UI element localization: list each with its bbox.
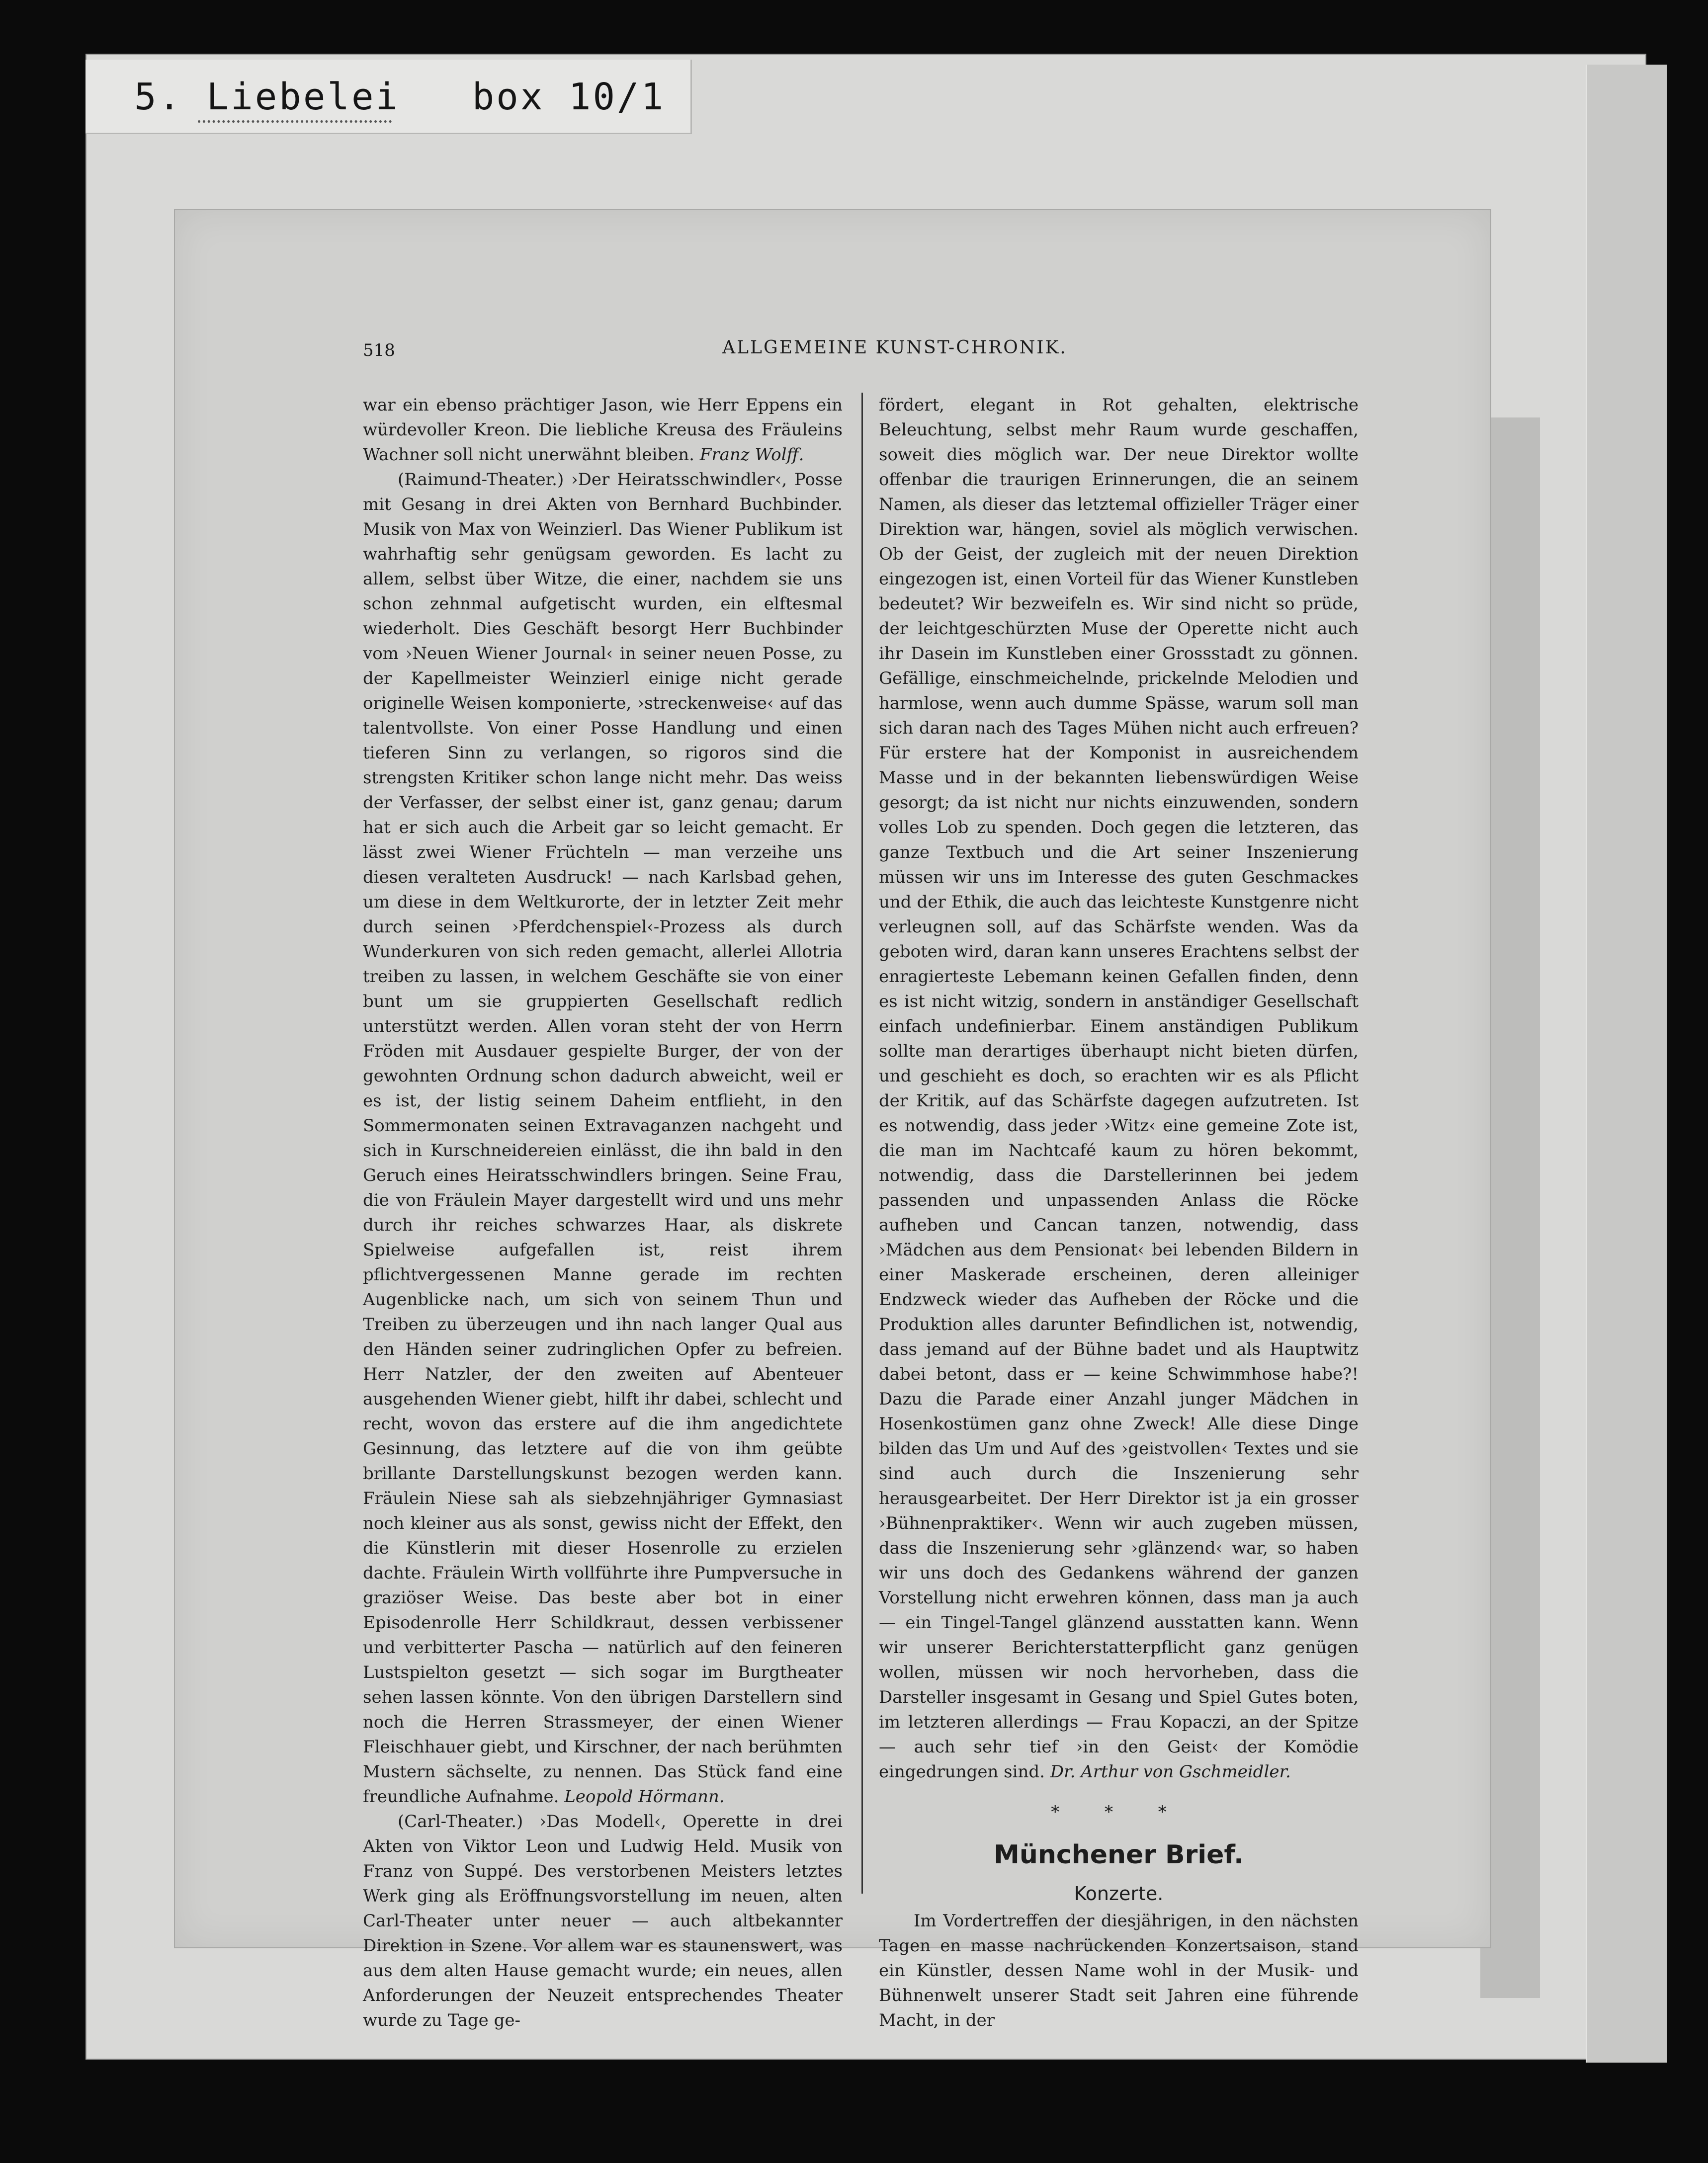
left-column <box>363 393 843 2030</box>
right-paragraph-1 <box>879 393 1359 1784</box>
right-paragraph-2: Im Vordertreffen der diesjährigen, in den nächsten Tagen en masse nachrückenden Konzertsaison, stand ein Künstler, dessen Name wohl in der Musik- und Bühnenwelt unserer Stadt seit Jahren eine führende Macht, in der <box>879 1911 1359 2030</box>
section-title: Münchener Brief. <box>994 1840 1244 1870</box>
signature-wolff: Franz Wolff. <box>699 445 804 465</box>
right-paragraph-1-text: fördert, elegant in Rot gehalten, elektrische Beleuchtung, selbst mehr Raum wurde geschaffen, soweit dies möglich war. Der neue Direktor wollte offenbar die traurigen Erinnerungen, die an seinem Namen, als dieser das letztemal offizieller Träger einer Direktion war, hängen, soviel als möglich verwischen. Ob der Geist, der zugleich mit der neuen Direktion eingezogen ist, einen Vorteil für das Wiener Kunstleben bedeutet? Wir bezweifeln es. Wir sind nicht so prüde, der leichtgeschürzten Muse der Operette nicht auch ihr Dasein im Kunstleben einer Grossstadt zu gönnen. Gefällige, einschmeichelnde, prickelnde Melodien und harmlose, wenn auch dumme Spässe, warum soll man sich daran nach des Tages Mühen nicht auch erfreuen? Für erstere hat der Komponist in ausreichendem Masse und in der bekannten liebenswürdigen Weise gesorgt; da ist nicht nur nichts einzuwenden, sondern volles Lob zu spenden. Doch gegen die letzteren, das ganze Textbuch und die Art seiner Inszenierung müssen wir uns im Interesse des guten Geschmackes und der Ethik, die auch das leichteste Kunstgenre nicht verleugnen soll, auf das Schärfste wenden. Was da geboten wird, daran kann unseres Erachtens selbst der enragierteste Lebemann keinen Gefallen finden, denn es ist nicht witzig, sondern in anständiger Gesellschaft einfach undefinierbar. Einem anständigen Publikum sollte man derartiges überhaupt nicht bieten dürfen, und geschieht es doch, so erachten wir es als Pflicht der Kritik, auf das Schärfste dagegen aufzutreten. Ist es notwendig, dass jeder ›Witz‹ eine gemeine Zote ist, die man im Nachtcafé kaum zu hören bekommt, notwendig, dass die Darstellerinnen bei jedem passenden und unpassenden Anlass die Röcke aufheben und Cancan tanzen, notwendig, dass ›Mädchen aus dem Pensionat‹ bei lebenden Bildern in einer Maskerade erscheinen, deren alleiniger Endzweck wieder das Aufheben der Röcke und die Produktion alles darunter Befindlichen ist, notwendig, dass jemand auf der Bühne badet und als Hauptwitz dabei betont, dass er — keine Schwimmhose habe?! Dazu die Parade einer Anzahl junger Mädchen in Hosenkostümen ganz ohne Zweck! Alle diese Dinge bilden das Um und Auf des ›geistvollen‹ Textes und sie sind auch durch die Inszenierung sehr herausgearbeitet. Der Herr Direktor ist ja ein grosser ›Bühnenpraktiker‹. Wenn wir auch zugeben müssen, dass die Inszenierung sehr ›glänzend‹ war, so haben wir uns doch des Gedankens während der ganzen Vorstellung nicht erwehren können, dass man ja auch — ein Tingel-Tangel glänzend ausstatten kann. Wenn wir unserer Berichterstatterpflicht ganz genügen wollen, müssen wir noch hervorheben, dass die Darsteller insgesamt in Gesang und Spiel Gutes boten, im letzteren allerdings — Frau Kopaczi, an der Spitze — auch sehr tief ›in den Geist‹ der Komödie eingedrungen sind. <box>879 395 1359 1782</box>
left-paragraph-2 <box>363 467 843 1809</box>
section-subtitle: Konzerte. <box>1074 1883 1164 1905</box>
archive-label-text: 5. Liebelei box 10/1 <box>134 76 666 118</box>
mount-edge-strip <box>1586 65 1667 2063</box>
signature-gschmeidler: Dr. Arthur von Gschmeidler. <box>1050 1762 1291 1782</box>
right-column <box>879 393 1359 2030</box>
left-paragraph-1-text: war ein ebenso prächtiger Jason, wie Herr Eppens ein würdevoller Kreon. Die liebliche Kreusa des Fräuleins Wachner soll nicht unerwähnt bleiben. <box>363 395 843 465</box>
label-underline <box>198 120 392 123</box>
left-paragraph-3: (Carl-Theater.) ›Das Modell‹, Operette in drei Akten von Viktor Leon und Ludwig Held. Musik von Franz von Suppé. Des verstorbenen Meisters letztes Werk ging als Eröffnungsvorstellung im neuen, alten Carl-Theater unter neuer — auch altbekannter Direktion in Szene. Vor allem war es staunenswert, was aus dem alten Hause gemacht wurde; ein neues, allen Anforderungen der Neuzeit entsprechendes Theater wurde zu Tage ge- <box>363 1812 843 2030</box>
signature-hoermann: Leopold Hörmann. <box>564 1787 725 1807</box>
running-head: ALLGEMEINE KUNST-CHRONIK. <box>722 337 1067 358</box>
section-separator-stars: * * * <box>1051 1802 1187 1822</box>
left-paragraph-2-text: (Raimund-Theater.) ›Der Heiratsschwindler‹, Posse mit Gesang in drei Akten von Bernhard Buchbinder. Musik von Max von Weinzierl. Das Wiener Publikum ist wahrhaftig sehr genügsam geworden. Es lacht zu allem, selbst über Witze, die einer, nachdem sie uns schon zehnmal aufgetischt wurden, ein elftesmal wiederholt. Dies Geschäft besorgt Herr Buchbinder vom ›Neuen Wiener Journal‹ in seiner neuen Posse, zu der Kapellmeister Weinzierl einige nicht gerade originelle Weisen komponierte, ›streckenweise‹ auf das talentvollste. Von einer Posse Handlung und einen tieferen Sinn zu verlangen, so rigoros sind die strengsten Kritiker schon lange nicht mehr. Das weiss der Verfasser, der selbst einer ist, ganz genau; darum hat er sich auch die Arbeit gar so leicht gemacht. Er lässt zwei Wiener Früchteln — man verzeihe uns diesen veralteten Ausdruck! — nach Karlsbad gehen, um diese in dem Weltkurorte, der in letzter Zeit mehr durch seinen ›Pferdchenspiel‹-Prozess als durch Wunderkuren von sich reden gemacht, allerlei Allotria treiben zu lassen, in welchem Geschäfte sie von einer bunt um sie gruppierten Gesellschaft redlich unterstützt werden. Allen voran steht der von Herrn Fröden mit Ausdauer gespielte Burger, der von der gewohnten Ordnung schon dadurch abweicht, weil er es ist, der listig seinem Daheim entflieht, in den Sommermonaten seinen Extravaganzen nachgeht und sich in Kurschneidereien einlässt, die ihn bald in den Geruch eines Heiratsschwindlers bringen. Seine Frau, die von Fräulein Mayer dargestellt wird und uns mehr durch ihr reiches schwarzes Haar, als diskrete Spielweise aufgefallen ist, reist ihrem pflichtvergessenen Manne gerade im rechten Augenblicke nach, um sich von seinem Thun und Treiben zu überzeugen und ihn nach langer Qual aus den Händen seiner zudringlichen Opfer zu befreien. Herr Natzler, der den zweiten auf Abenteuer ausgehenden Wiener giebt, hilft ihr dabei, schlecht und recht, wovon das erstere auf die ihm angedichtete Gesinnung, das letztere auf die von ihm geübte brillante Darstellungskunst bezogen werden kann. Fräulein Niese sah als siebzehnjähriger Gymnasiast noch kleiner aus als sonst, gewiss nicht der Effekt, den die Künstlerin mit dieser Hosenrolle zu erzielen dachte. Fräulein Wirth vollführte ihre Pumpversuche in graziöser Weise. Das beste aber bot in einer Episodenrolle Herr Schildkraut, dessen verbissener und verbitterter Pascha — natürlich auf den feineren Lustspielton gesetzt — sich sogar im Burgtheater sehen lassen könnte. Von den übrigen Darstellern sind noch die Herren Strassmeyer, der einen Wiener Fleischhauer giebt, und Kirschner, der nach berühmten Mustern sächselte, zu nennen. Das Stück fand eine freundliche Aufnahme. <box>363 470 843 1807</box>
left-paragraph-1 <box>363 393 843 467</box>
column-rule <box>861 393 863 1894</box>
page-number: 518 <box>363 340 395 360</box>
